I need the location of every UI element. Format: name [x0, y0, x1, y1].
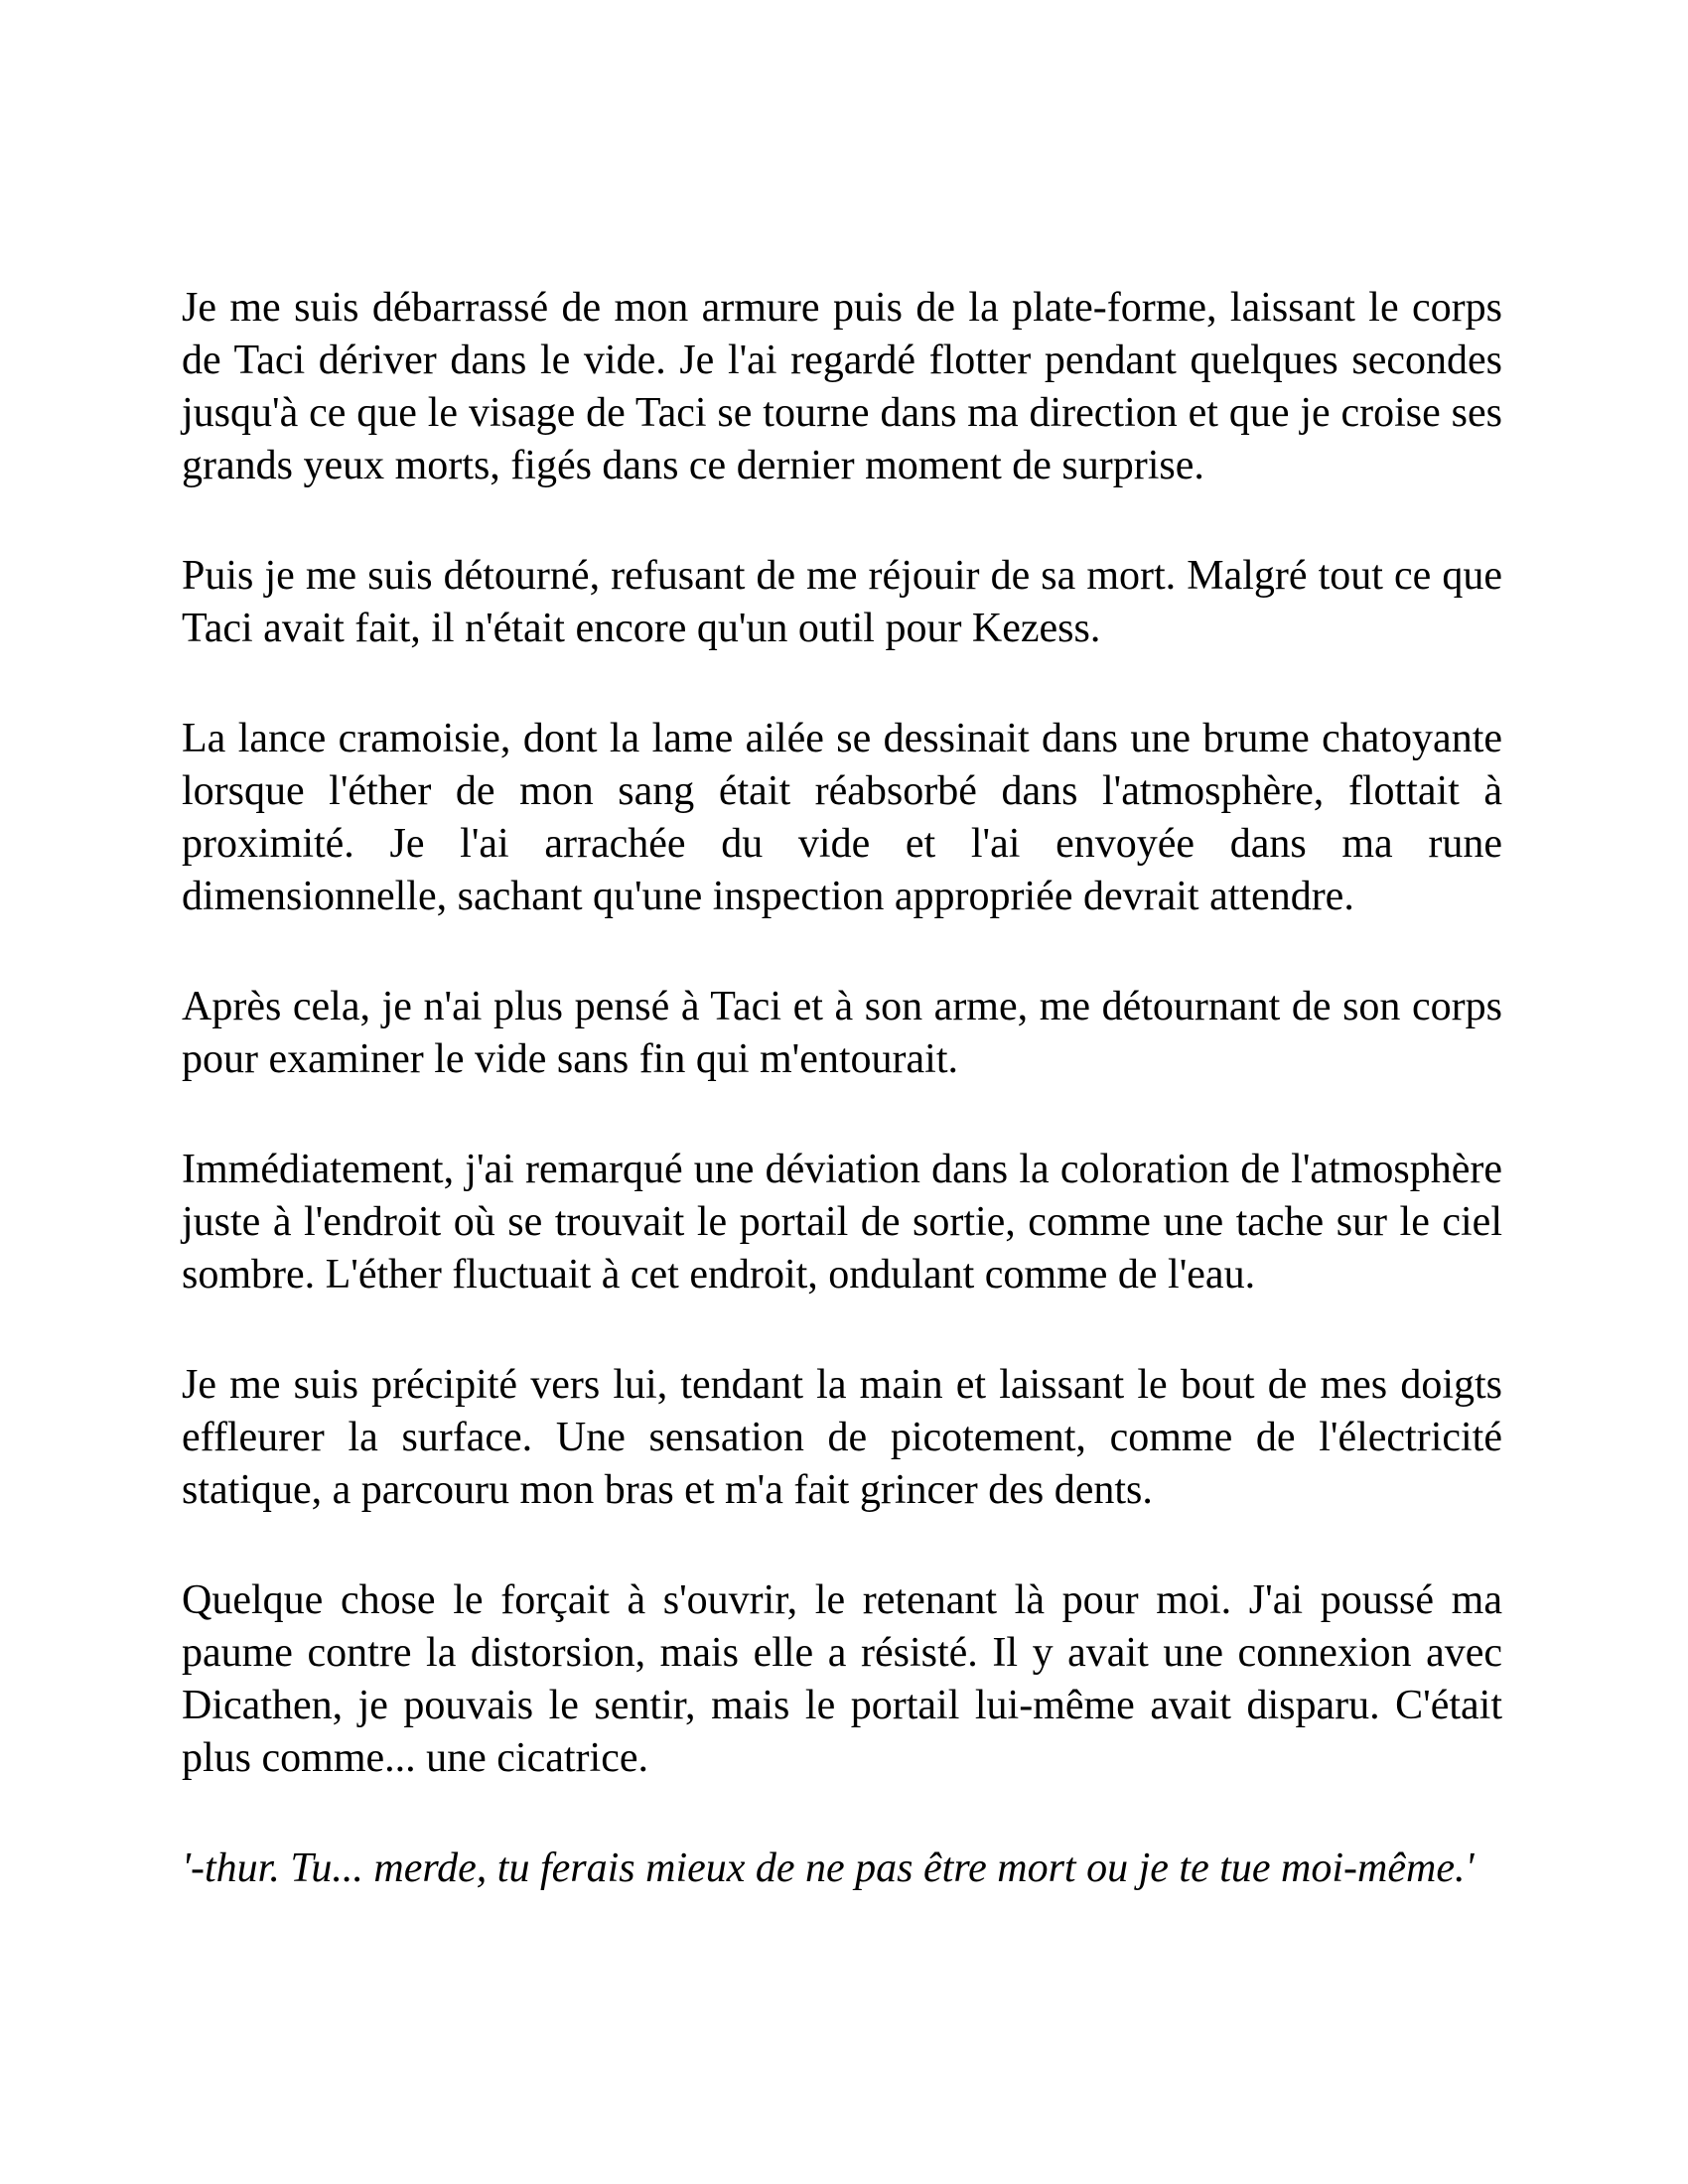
paragraph: Immédiatement, j'ai remarqué une déviation dans la coloration de l'atmosphère juste à l'endroit où se trouvait le portail de sortie, comme une tache sur le ciel sombre. L'éther fluctuait à cet endroit, ondulant comme de l'eau.	[182, 1147, 1502, 1297]
paragraph: Puis je me suis détourné, refusant de me réjouir de sa mort. Malgré tout ce que Taci avait fait, il n'était encore qu'un outil pour Kezess.	[182, 553, 1502, 651]
paragraph: Je me suis précipité vers lui, tendant la main et laissant le bout de mes doigts effleurer la surface. Une sensation de picotement, comme de l'électricité statique, a parcouru mon bras et m'a fait grincer des dents.	[182, 1362, 1502, 1513]
paragraph: Je me suis débarrassé de mon armure puis de la plate-forme, laissant le corps de Taci dériver dans le vide. Je l'ai regardé flotter pendant quelques secondes jusqu'à ce que le visage de Taci se tourne dans ma direction et que je croise ses grands yeux morts, figés dans ce dernier moment de surprise.	[182, 285, 1502, 488]
paragraph: Quelque chose le forçait à s'ouvrir, le retenant là pour moi. J'ai poussé ma paume contre la distorsion, mais elle a résisté. Il y avait une connexion avec Dicathen, je pouvais le sentir, mais le portail lui-même avait disparu. C'était plus comme... une cicatrice.	[182, 1577, 1502, 1781]
paragraph-italic-dialogue: '-thur. Tu... merde, tu ferais mieux de ne pas être mort ou je te tue moi-même.'	[182, 1845, 1475, 1891]
paragraph: Après cela, je n'ai plus pensé à Taci et à son arme, me détournant de son corps pour examiner le vide sans fin qui m'entourait.	[182, 984, 1502, 1082]
paragraph: La lance cramoisie, dont la lame ailée se dessinait dans une brume chatoyante lorsque l'éther de mon sang était réabsorbé dans l'atmosphère, flottait à proximité. Je l'ai arrachée du vide et l'ai envoyée dans ma rune dimensionnelle, sachant qu'une inspection appropriée devrait attendre.	[182, 716, 1502, 919]
